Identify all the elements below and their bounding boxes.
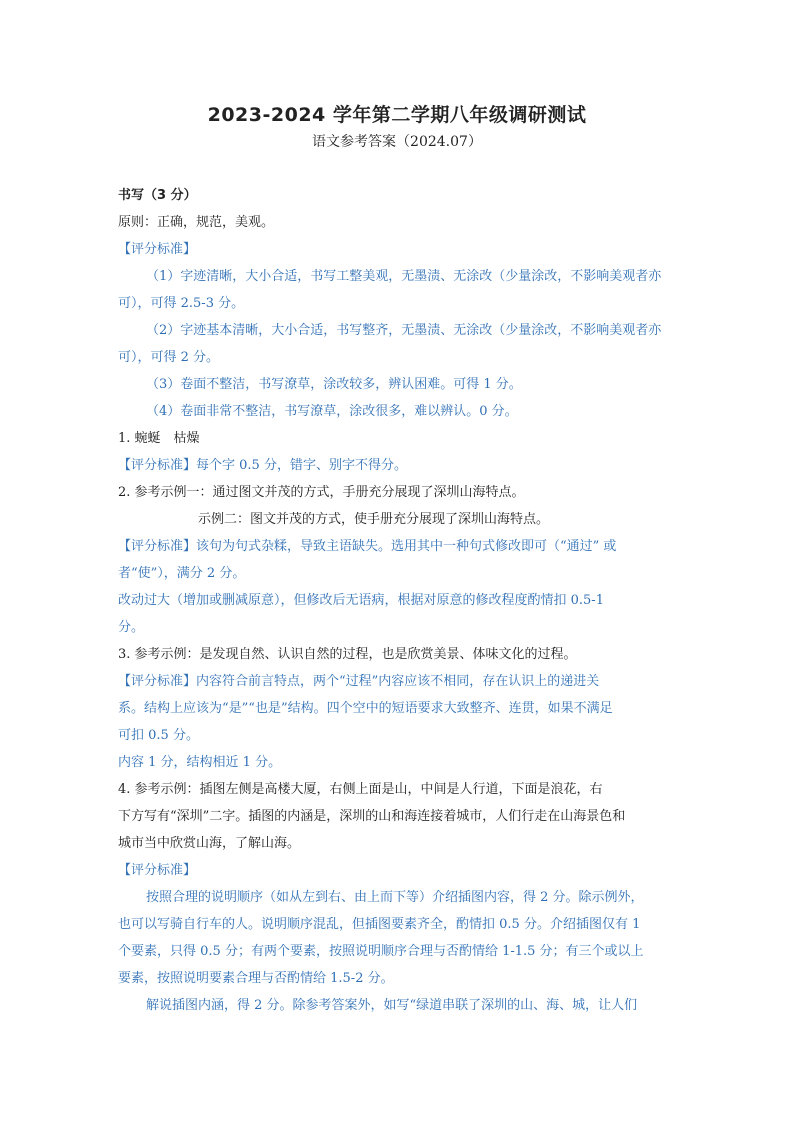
criteria-q4-p1-cont2: 个要素，只得 0.5 分；有两个要素，按照说明顺序合理与否酌情给 1-1.5 分；有三个或以上: [118, 944, 644, 959]
note-q2-cont: 分。: [118, 620, 145, 635]
criteria-tag: 【评分标准】: [118, 242, 197, 257]
writing-rule-2-cont: 可），可得 2 分。: [118, 350, 220, 365]
writing-rule-1: （1）字迹清晰，大小合适，书写工整美观，无墨渍、无涂改（少量涂改，不影响美观者亦: [146, 269, 662, 284]
criteria-q4-p1-cont3: 要素，按照说明要素合理与否酌情给 1.5-2 分。: [118, 971, 394, 986]
answer-q4-cont2: 城市当中欣赏山海，了解山海。: [118, 836, 301, 851]
criteria-q4-p2: 解说插图内涵，得 2 分。除参考答案外，如写“绿道串联了深圳的山、海、城，让人们: [146, 998, 638, 1013]
answer-q4-cont1: 下方写有“深圳”二字。插图的内涵是，深圳的山和海连接着城市，人们行走在山海景色和: [118, 809, 626, 824]
writing-rule-3: （3）卷面不整洁，书写潦草，涂改较多，辨认困难。可得 1 分。: [146, 377, 522, 392]
answer-q4: 4. 参考示例：插图左侧是高楼大厦，右侧上面是山，中间是人行道，下面是浪花，右: [118, 782, 603, 797]
writing-rule-1-cont: 可），可得 2.5-3 分。: [118, 296, 245, 311]
criteria-q3-cont2: 可扣 0.5 分。: [118, 728, 199, 743]
answer-q3: 3. 参考示例：是发现自然、认识自然的过程，也是欣赏美景、体味文化的过程。: [118, 647, 577, 662]
criteria-q3: 【评分标准】内容符合前言特点，两个“过程”内容应该不相同，存在认识上的递进关: [118, 674, 600, 689]
answer-q2-example2: 示例二：图文并茂的方式，使手册充分展现了深圳山海特点。: [198, 512, 550, 527]
criteria-q2: 【评分标准】该句为句式杂糅，导致主语缺失。选用其中一种句式修改即可（“通过” 或: [118, 539, 617, 554]
page-title: 2023-2024 学年第二学期八年级调研测试: [207, 104, 587, 126]
criteria-q4-p1-cont1: 也可以写骑自行车的人。说明顺序混乱，但插图要素齐全，酌情扣 0.5 分。介绍插图仅有 1: [118, 917, 641, 932]
answer-q2: 2. 参考示例一：通过图文并茂的方式，手册充分展现了深圳山海特点。: [118, 485, 525, 500]
criteria-q2-cont: 者“使”），满分 2 分。: [118, 566, 246, 581]
writing-principle: 原则：正确，规范，美观。: [118, 215, 275, 230]
criteria-q4-tag: 【评分标准】: [118, 863, 197, 878]
answer-body: [118, 182, 678, 1019]
section-heading-writing: 书写（3 分）: [118, 188, 197, 203]
writing-rule-2: （2）字迹基本清晰，大小合适，书写整齐，无墨渍、无涂改（少量涂改，不影响美观者亦: [146, 323, 662, 338]
criteria-q4-p1: 按照合理的说明顺序（如从左到右、由上而下等）介绍插图内容，得 2 分。除示例外，: [146, 890, 644, 905]
answer-q1: 1. 蜿蜒 枯燥: [118, 431, 200, 446]
note-q3: 内容 1 分，结构相近 1 分。: [118, 755, 282, 770]
note-q2: 改动过大（增加或删减原意），但修改后无语病，根据对原意的修改程度酌情扣 0.5-1: [118, 593, 604, 608]
page-subtitle: 语文参考答案（2024.07）: [312, 134, 482, 150]
writing-rule-4: （4）卷面非常不整洁，书写潦草，涂改很多，难以辨认。0 分。: [146, 404, 518, 419]
criteria-q3-cont1: 系。结构上应该为“是”“也是”结构。四个空中的短语要求大致整齐、连贯，如果不满足: [118, 701, 613, 716]
criteria-q1: 【评分标准】每个字 0.5 分，错字、别字不得分。: [118, 458, 407, 473]
